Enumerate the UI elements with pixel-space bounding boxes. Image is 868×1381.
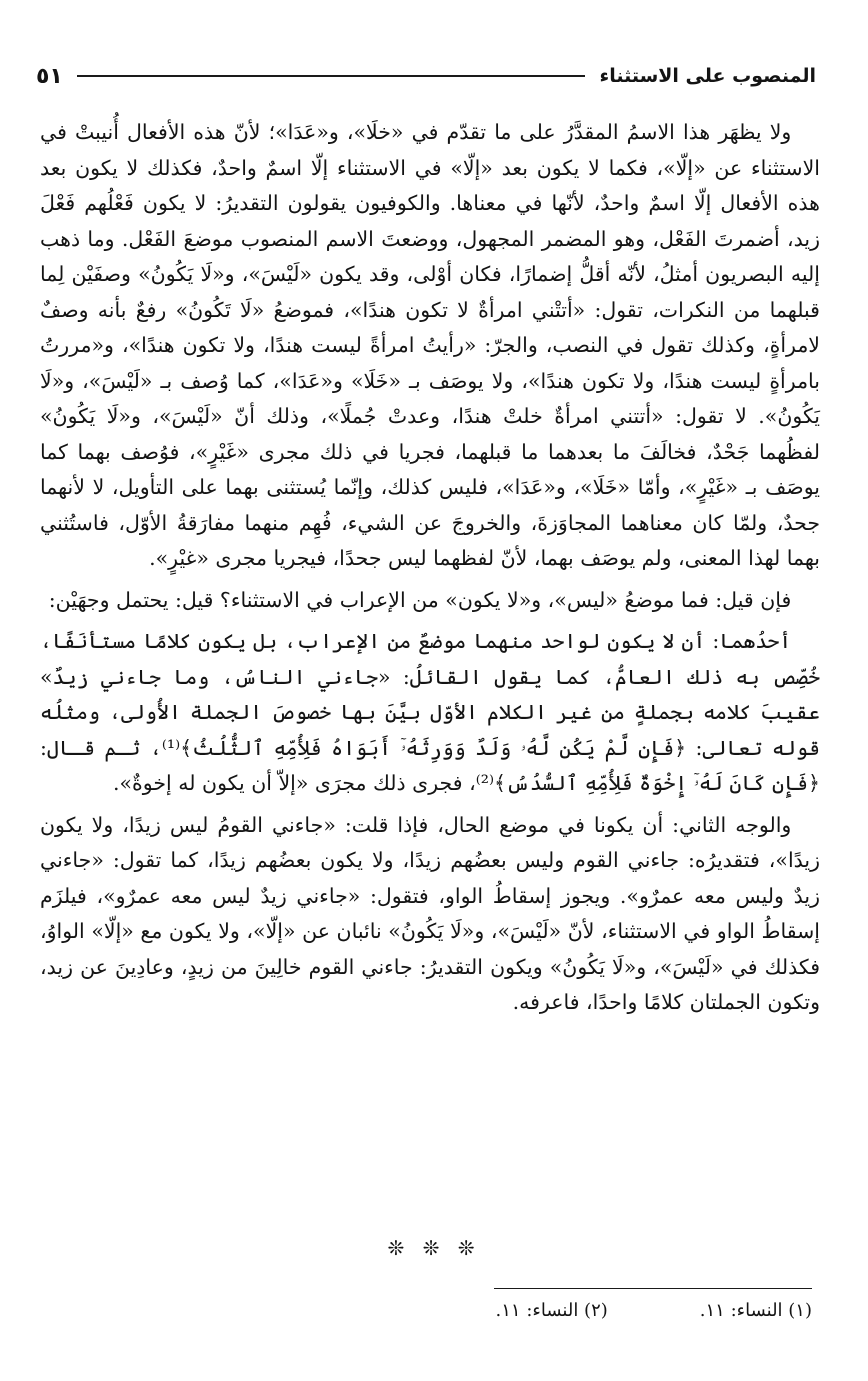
footnote-rule [494,1288,812,1289]
paragraph: والوجه الثاني: أن يكونا في موضع الحال، فإذا قلت: «جاءني القومُ ليس زيدًا، ولا يكون زيدًا»، فتقديرُه: جاءني القوم وليس بعضُهم زيدًا، ولا يكون بعضُهم زيدًا، كما تقول: «جاءني زيدٌ وليس معه عمرٌو». ويجوز إسقاطُ الواو، فتقول: «جاءني زيدٌ ليس معه عمرٌو»، فيلزَم إسقاطُ الواو في الاستثناء، لأنّ «لَيْسَ»، و«لَا يَكُونُ» نائبان عن «إلّا»، ولا يكون مع «إلّا» الواوُ، فكذلك في «لَيْسَ»، و«لَا يَكُونُ» ويكون التقديرُ: جاءني القوم خالِينَ من زيدٍ، وعادِينَ عن زيد، وتكون الجملتان كلامًا واحدًا، فاعرفه. [40,812,820,1014]
footnotes [40,1300,812,1321]
footnote: (٢) النساء: ١١. [495,1300,608,1321]
section-separator: ❊ ❊ ❊ [387,1236,481,1260]
running-title: المنصوب على الاستثناء [599,65,816,87]
footnote: (١) النساء: ١١. [699,1300,812,1321]
header-rule [77,75,586,77]
body-text [40,115,820,1027]
page-number: ٥١ [36,63,63,89]
page-header [36,56,816,96]
paragraph: فإن قيل: فما موضعُ «ليس»، و«لا يكون» من الإعراب في الاستثناء؟ قيل: يحتمل وجهَيْن: [48,587,792,612]
paragraph: ولا يظهَر هذا الاسمُ المقدَّرُ على ما تقدّم في «خلَا»، و«عَدَا»؛ لأنّ هذه الأفعال أُنيبتْ في الاستثناء عن «إلّا»، فكما لا يكون بعد «إلّا» في الاستثناء إلّا اسمٌ واحدٌ، فكذلك لا يكون بعد هذه الأفعال إلّا اسمٌ واحدٌ، لأنّها في معناها. والكوفيون يقولون التقديرُ: لا يكون فَعْلُهم فَعْلَ زيد، أضمرتَ الفَعْل، وهو المضمر المجهول، ووضعتَ الاسم المنصوب موضعَ الفَعْل. وما ذهب إليه البصريون أمثلُ، لأنّه أقلُّ إضمارًا، فكان أوْلى، وقد يكون «لَيْسَ»، و«لَا يَكُونُ» وصفَيْن لِما قبلهما من النكرات، تقول: «أتتْني امرأةٌ لا تكون هندًا»، فموضعُ «لَا تَكُونُ» رفعٌ بأنه وصفٌ لامرأةٍ، وكذلك تقول في النصب، والجرّ: «رأيتُ امرأةً ليست هندًا، ولا تكون هندًا»، و«مررتُ بامرأةٍ ليست هندًا، ولا تكون هندًا»، ولا يوصَف بـ «خَلَا» و«عَدَا»، كما وُصف بـ «لَيْسَ»، و«لَا يَكُونُ». لا تقول: «أتتني امرأةٌ خلتْ هندًا، وعدتْ جُملًا»، وذلك أنّ «لَيْسَ»، و«لَا يَكُونُ» لفظُهما جَحْدٌ، فخالَفَ ما بعدهما ما قبلهما، فجريا في ذلك مجرى «غَيْرٍ»، فوُصف بهما كما يوصَف بـ «غَيْرٍ»، وأمّا «خَلَا»، و«عَدَا»، فليس كذلك، وإنّما يُستثنى بهما على التأويل، لا لأنهما جحدٌ، ولمّا كان معناهما المجاوَزةَ، والخروجَ عن الشيء، فُهِم منهما مفارَقةُ الأوّل، فاستُثني بهما لهذا المعنى، ولم يوصَف بهما، لأنّ لفظهما ليس جحدًا، فيجريا مجرى «غيْرٍ». [40,120,820,570]
paragraph: أحدُهما: أن لا يكون لواحد منهما موضعٌ من الإعراب، بل يكون كلامًا مستأنَفًا، خُصِّص به ذلك العامُّ، كما يقول القائلُ: «جاءني الناسُ، وما جاءني زيدٌ» عقيبَ كلامه بجملةٍ من غير الكلام الأوّل بيَّنَ بها خصوصَ الجملة الأُولى، ومثلُه قوله تعالى: ﴿فَإِن لَّمْ يَكُن لَّهُۥ وَلَدٌ وَوَرِثَهُۥٓ أَبَوَاهُ فَلِأُمِّهِ ٱلثُّلُثُ﴾⁽¹⁾، ثـم قـال: ﴿فَإِن كَانَ لَهُۥٓ إِخْوَةٌ فَلِأُمِّهِ ٱلسُّدُسُ﴾⁽²⁾، فجرى ذلك مجرَى «إلاّ أن يكون له إخوةٌ». [40,629,820,795]
